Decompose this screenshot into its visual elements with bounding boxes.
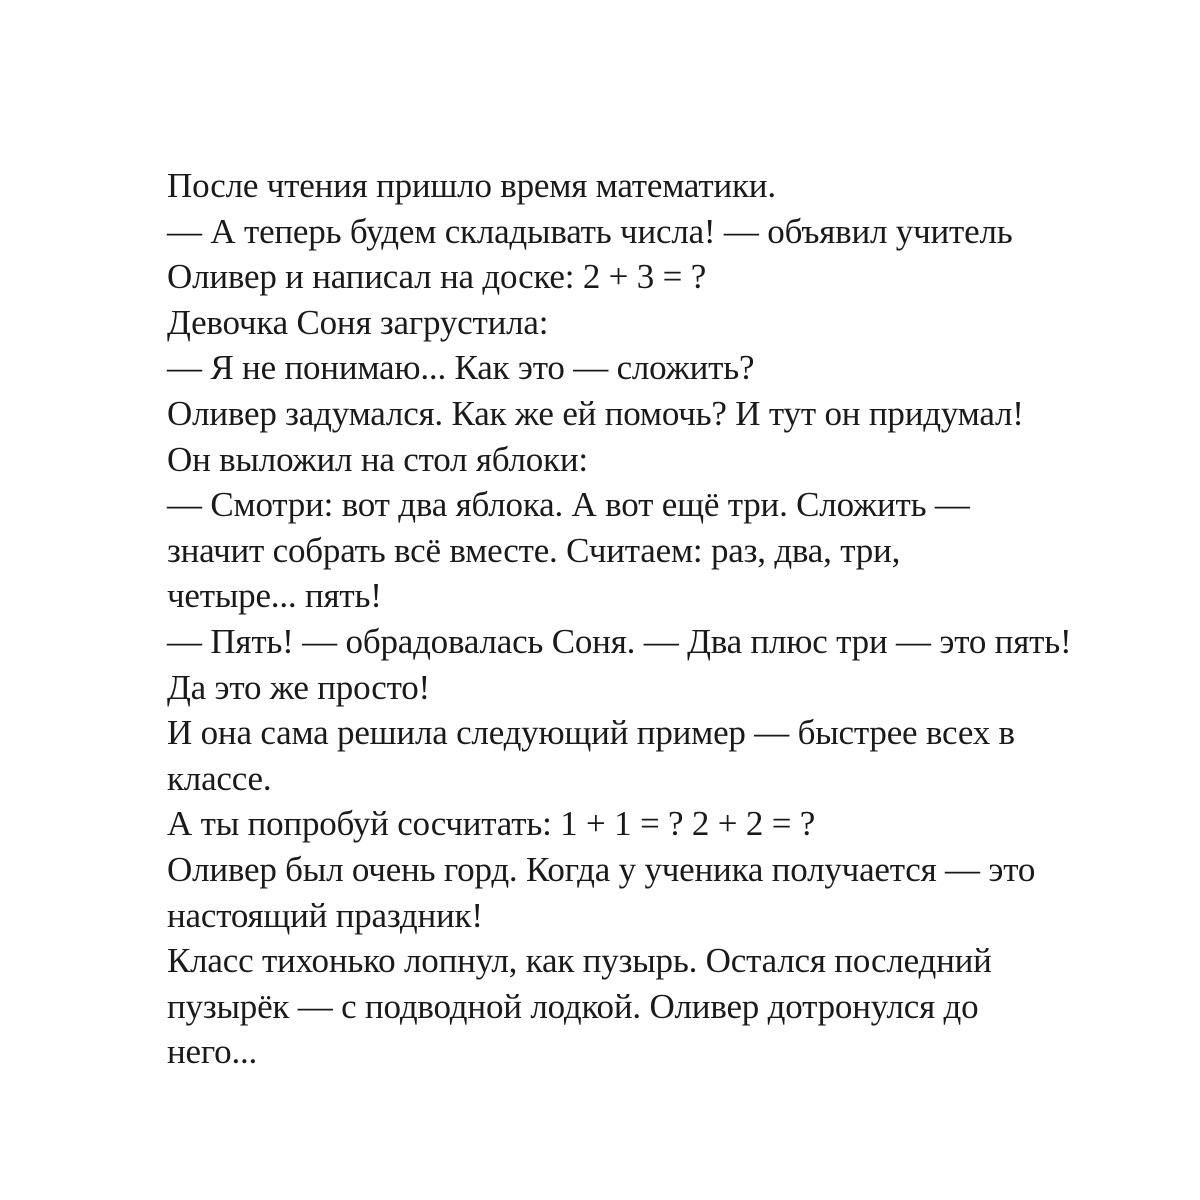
story-line: значит собрать всё вместе. Считаем: раз, два, три, <box>167 530 901 570</box>
story-line: И она сама решила следующий пример — быстрее всех в <box>167 713 1015 753</box>
story-line: четыре... пять! <box>167 576 382 616</box>
story-line: — Смотри: вот два яблока. А вот ещё три. Сложить — <box>167 485 970 525</box>
story-line: Оливер был очень горд. Когда у ученика получается — это <box>167 849 1036 889</box>
story-text <box>167 163 1127 1075</box>
story-line: классе. <box>167 758 272 798</box>
story-line: настоящий праздник! <box>167 895 483 935</box>
story-line: — Я не понимаю... Как это — сложить? <box>167 348 755 388</box>
story-line: — А теперь будем складывать числа! — объявил учитель <box>167 211 1013 251</box>
story-line: Оливер задумался. Как же ей помочь? И тут он придумал! <box>167 393 1024 433</box>
story-line: него... <box>167 1032 258 1072</box>
story-line: пузырёк — с подводной лодкой. Оливер дотронулся до <box>167 986 979 1026</box>
story-line: Девочка Соня загрустила: <box>167 302 549 342</box>
story-line: Да это же просто! <box>167 667 430 707</box>
story-line: Класс тихонько лопнул, как пузырь. Остался последний <box>167 941 992 981</box>
story-line: Оливер и написал на доске: 2 + 3 = ? <box>167 257 707 297</box>
story-line: А ты попробуй сосчитать: 1 + 1 = ? 2 + 2 = ? <box>167 804 816 844</box>
story-line: — Пять! — обрадовалась Соня. — Два плюс три — это пять! <box>167 621 1072 661</box>
story-line: Он выложил на стол яблоки: <box>167 439 588 479</box>
story-line: После чтения пришло время математики. <box>167 166 776 205</box>
